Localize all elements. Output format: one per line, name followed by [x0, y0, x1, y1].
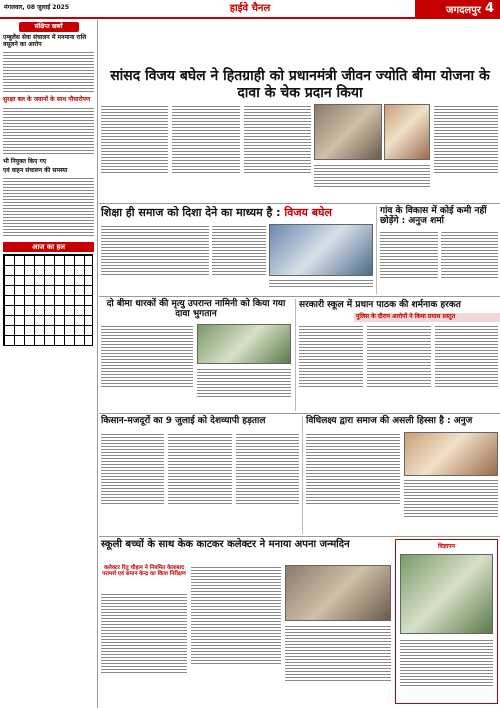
divider — [99, 536, 500, 537]
column-divider — [295, 299, 296, 411]
story4-photo — [197, 324, 291, 364]
story2-body-2 — [212, 224, 266, 292]
story7-body — [306, 432, 400, 532]
lead-body — [101, 104, 311, 200]
story7-photo — [404, 432, 498, 476]
column-divider — [302, 416, 303, 534]
main-area — [99, 20, 500, 708]
story2-headline-text: शिक्षा ही समाज को दिशा देने का माध्यम है : — [101, 206, 281, 219]
city-name: जगदलपुर — [446, 4, 481, 16]
page-number: 4 — [484, 1, 494, 16]
column-divider — [376, 206, 377, 294]
story6-headline: किसान-मजदूरों का 9 जुलाई को देशव्यापी हड़ताल — [101, 416, 266, 426]
story8-body — [101, 592, 187, 704]
divider — [99, 296, 500, 297]
brief-news-badge: संक्षिप्त खबरें — [19, 22, 79, 32]
story2-headline-red: विजय बघेल — [284, 206, 332, 219]
story8-body-2 — [191, 565, 281, 704]
header-rule — [0, 17, 500, 19]
story2-headline — [101, 207, 373, 220]
story5-body-3 — [435, 324, 498, 410]
dateline: मंगलवार, 08 जुलाई 2025 — [4, 4, 69, 11]
story7-headline: विधिलक्ष्य द्वारा समाज की असली हिस्सा है : अनुज — [306, 416, 473, 426]
lead-side-text — [434, 104, 498, 200]
story5-subhead: पुलिस के दौरान आरोपों ने किया प्रयास प्रस्तुत — [354, 313, 500, 322]
divider — [99, 413, 500, 414]
brief-body-3 — [0, 175, 97, 239]
lead-photo-1 — [314, 104, 382, 160]
story5-headline: सरकारी स्कूल में प्रधान पाठक की शर्मनाक हरकत — [299, 300, 461, 310]
story7-body-2 — [404, 478, 498, 532]
advertisement-image — [400, 554, 493, 634]
story4-body — [101, 324, 193, 410]
story3-body — [380, 230, 438, 294]
story4-headline: दो बीमा धारकों की मृत्यु उपरान्त नामिनी को किया गया दावा भुगतान — [106, 299, 286, 320]
lead-caption-lines — [314, 163, 430, 200]
puzzle-title: आज का हल — [3, 242, 94, 252]
left-column — [0, 20, 98, 708]
story5-body — [299, 324, 363, 410]
advertisement-box — [395, 539, 498, 704]
story3-headline: गांव के विकास में कोई कमी नहीं छोड़ेंगे : अनुज शर्मा — [380, 206, 487, 227]
story5-body-2 — [367, 324, 431, 410]
divider — [99, 203, 500, 204]
page-header — [0, 0, 500, 17]
brief-body-2 — [0, 105, 97, 157]
story8-kicker: कलेक्टर रितु चौहान ने नियमित केलाबाद परामर्श एवं समान केन्द्र का किया निरीक्षण — [102, 565, 186, 578]
brief-headline-1: एम्बुलेंस सेवा संचालन में मनमाना राशि वसूलने का आरोप — [3, 34, 87, 49]
story2-caption — [269, 278, 373, 292]
lead-headline: सांसद विजय बघेल ने हितग्राही को प्रधानमंत्री जीवन ज्योति बीमा योजना के दावा के चेक प्रदान किया — [110, 68, 490, 101]
story8-photo — [285, 565, 391, 621]
story2-photo — [269, 224, 373, 276]
crossword-grid — [3, 254, 93, 346]
advertisement-text — [400, 638, 493, 688]
story2-body — [101, 224, 209, 292]
story3-body-2 — [441, 230, 498, 294]
masthead: हाईवे चैनल — [229, 3, 271, 14]
lead-photo-2 — [384, 104, 430, 160]
brief-body-1 — [0, 49, 97, 95]
story8-headline: स्कूली बच्चों के साथ केक काटकर कलेक्टर ने मनाया अपना जन्मदिन — [101, 539, 350, 550]
story8-body-3 — [285, 624, 391, 704]
story4-body-2 — [197, 367, 291, 410]
brief-headline-2: सुरक्षा बल के जवानों के साथ पौधारोपण — [3, 96, 91, 104]
advertisement-title: विज्ञापन — [437, 543, 456, 550]
city-band — [415, 0, 500, 17]
brief-headline-3: भी नियुक्त किए गए — [3, 157, 47, 165]
story6-body — [101, 432, 299, 532]
brief-headline-4: एवं वाहन संचालन की समस्या — [3, 166, 68, 174]
